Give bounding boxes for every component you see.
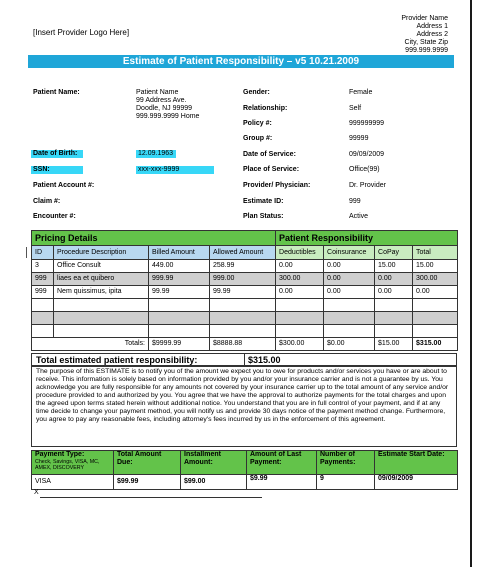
table-row [32, 273, 458, 286]
encounter-label: Encounter #: [33, 213, 76, 220]
patient-name-block [136, 89, 199, 121]
group-value: 99999 [349, 135, 369, 142]
cell-billed: 999.99 [149, 273, 210, 286]
payment-table [31, 450, 458, 490]
cell-billed: 99.99 [149, 286, 210, 299]
total-deductibles: $300.00 [276, 338, 324, 351]
provider-physician-label: Provider/ Physician: [243, 182, 311, 189]
empty-cell [54, 325, 149, 338]
cell-description: Nem quissimus, ipita [54, 286, 149, 299]
empty-cell [375, 325, 413, 338]
table-row-empty [32, 325, 458, 338]
cell-copay: 0.00 [375, 286, 413, 299]
provider-address-1: Address 1 [416, 23, 448, 30]
logo-placeholder: [Insert Provider Logo Here] [33, 28, 130, 37]
dob-label: Date of Birth: [31, 150, 83, 158]
payment-type-sub: Check, Savings, VISA, MC, AMEX, DISCOVERY [35, 459, 100, 471]
installment-amount-header: Installment Amount: [181, 451, 247, 475]
provider-address [380, 15, 448, 55]
cell-billed: 449.00 [149, 260, 210, 273]
cell-total: 15.00 [413, 260, 458, 273]
claim-label: Claim #: [33, 198, 61, 205]
estimate-start-date-header: Estimate Start Date: [375, 451, 458, 475]
cell-deductibles: 0.00 [276, 260, 324, 273]
cell-deductibles: 0.00 [276, 286, 324, 299]
policy-value: 999999999 [349, 120, 385, 127]
provider-name: Provider Name [401, 15, 448, 22]
empty-cell [210, 312, 276, 325]
provider-address-2: Address 2 [416, 31, 448, 38]
total-estimated-box [31, 353, 457, 366]
number-of-payments-header: Number of Payments: [317, 451, 375, 475]
page-edge-line [470, 0, 472, 567]
payment-type-label: Payment Type: [35, 451, 85, 458]
cell-allowed: 258.99 [210, 260, 276, 273]
empty-cell [413, 312, 458, 325]
total-allowed: $8888.88 [210, 338, 276, 351]
date-of-service-label: Date of Service: [243, 151, 296, 158]
empty-cell [32, 312, 54, 325]
relationship-label: Relationship: [243, 105, 288, 112]
empty-cell [324, 299, 375, 312]
provider-phone: 999.999.9999 [405, 47, 448, 54]
empty-cell [149, 325, 210, 338]
plan-status-label: Plan Status: [243, 213, 284, 220]
totals-row [32, 338, 458, 351]
last-payment-header: Amount of Last Payment: [247, 451, 317, 475]
empty-cell [413, 325, 458, 338]
date-of-service-value: 09/09/2009 [349, 151, 385, 158]
empty-cell [276, 299, 324, 312]
total-amount-due-header: Total Amount Due: [114, 451, 181, 475]
empty-cell [32, 299, 54, 312]
cell-coinsurance: 0.00 [324, 286, 375, 299]
empty-cell [324, 325, 375, 338]
table-row-empty [32, 299, 458, 312]
table-row [32, 286, 458, 299]
policy-label: Policy #: [243, 120, 272, 127]
place-of-service-value: Office(99) [349, 166, 380, 173]
payment-type-value: VISA [32, 475, 114, 490]
col-allowed-header: Allowed Amount [210, 246, 276, 260]
total-divider [244, 354, 245, 365]
patient-name-label: Patient Name: [33, 89, 80, 96]
provider-physician-value: Dr. Provider [349, 182, 386, 189]
total-coinsurance: $0.00 [324, 338, 375, 351]
empty-cell [32, 325, 54, 338]
cell-id: 999 [32, 273, 54, 286]
installment-amount-value: $99.00 [181, 475, 247, 490]
plan-status-value: Active [349, 213, 369, 220]
empty-cell [276, 312, 324, 325]
empty-cell [54, 299, 149, 312]
payment-values-row [32, 475, 458, 490]
total-estimated-label: Total estimated patient responsibility: [36, 355, 198, 365]
pricing-column-headers [32, 246, 458, 260]
col-coinsurance-header: Coinsurance [324, 246, 375, 260]
cell-allowed: 999.00 [210, 273, 276, 286]
gender-value: Female [349, 89, 373, 96]
cell-total: 300.00 [413, 273, 458, 286]
place-of-service-label: Place of Service: [243, 166, 300, 173]
total-copay: $15.00 [375, 338, 413, 351]
cell-coinsurance: 0.00 [324, 260, 375, 273]
total-total: $315.00 [413, 338, 458, 351]
empty-cell [375, 312, 413, 325]
margin-mark [26, 247, 27, 258]
table-row-empty [32, 312, 458, 325]
gender-label: Gender: [243, 89, 270, 96]
group-label: Group #: [243, 135, 273, 142]
empty-cell [210, 299, 276, 312]
patient-responsibility-heading: Patient Responsibility [276, 231, 458, 246]
relationship-value: Self [349, 105, 362, 112]
patient-name: Patient Name [136, 89, 179, 96]
col-description-header: Procedure Description [54, 246, 149, 260]
cell-deductibles: 300.00 [276, 273, 324, 286]
estimate-id-value: 999 [349, 198, 361, 205]
total-estimated-value: $315.00 [248, 355, 281, 365]
payment-header-row [32, 451, 458, 475]
col-id-header: ID [32, 246, 54, 260]
totals-label: Totals: [32, 338, 149, 351]
cell-description: liaes ea et quibero [54, 273, 149, 286]
payment-type-header [32, 451, 114, 475]
col-copay-header: CoPay [375, 246, 413, 260]
estimate-id-label: Estimate ID: [243, 198, 284, 205]
last-payment-value: $9.99 [247, 475, 317, 490]
patient-account-label: Patient Account #: [33, 182, 95, 189]
number-of-payments-value: 9 [317, 475, 375, 490]
disclaimer-box [31, 366, 457, 447]
empty-cell [324, 312, 375, 325]
empty-cell [375, 299, 413, 312]
col-deductibles-header: Deductibles [276, 246, 324, 260]
empty-cell [149, 299, 210, 312]
cell-copay: 0.00 [375, 273, 413, 286]
empty-cell [54, 312, 149, 325]
pricing-table [31, 230, 458, 351]
signature-line[interactable] [40, 497, 262, 498]
total-billed: $9999.99 [149, 338, 210, 351]
empty-cell [413, 299, 458, 312]
cell-copay: 15.00 [375, 260, 413, 273]
col-total-header: Total [413, 246, 458, 260]
estimate-start-date-value: 09/09/2009 [375, 475, 458, 490]
cell-total: 0.00 [413, 286, 458, 299]
ssn-label: SSN: [31, 166, 83, 174]
disclaimer-text: The purpose of this ESTIMATE is to notify you of the amount we expect you to owe for products and/or services you have or are about to receive. This information is solely based on information provided by you and/or your insurance carrier and is not a guarantee by us. You acknowledge you are fully responsible for any amounts not covered by your insurance carrier up to the total amount of any service and/or procedure provided to and authorized by you. You agree that we have the approval to authorize payments for the total charges and upon the agreed upon terms stated herein without additional notice. You understand that you are in full control of your payment, and if at any time decide to change your payment method, you will notify us and provide 30 days notice of the payment method change. Furthermore, you agree to pay any reasonable fees, including attorney's fees incurred by us in the enforcement of this agreement. [36, 368, 449, 423]
cell-allowed: 99.99 [210, 286, 276, 299]
col-billed-header: Billed Amount [149, 246, 210, 260]
provider-city: City, State Zip [404, 39, 448, 46]
pricing-section-header [32, 231, 458, 246]
patient-city: Doodle, NJ 99999 [136, 105, 193, 112]
cell-description: Office Consult [54, 260, 149, 273]
empty-cell [149, 312, 210, 325]
ssn-value: xxx-xxx-9999 [136, 166, 214, 174]
dob-value: 12.09.1963 [136, 150, 176, 158]
total-amount-due-value: $99.99 [114, 475, 181, 490]
cell-id: 999 [32, 286, 54, 299]
signature-x: X [34, 489, 39, 496]
patient-phone: 999.999.9999 Home [136, 113, 200, 120]
table-row [32, 260, 458, 273]
patient-address: 99 Address Ave. [136, 97, 187, 104]
cell-coinsurance: 0.00 [324, 273, 375, 286]
cell-id: 3 [32, 260, 54, 273]
pricing-details-heading: Pricing Details [32, 231, 276, 246]
empty-cell [210, 325, 276, 338]
document-title: Estimate of Patient Responsibility – v5 10.21.2009 [28, 55, 454, 68]
empty-cell [276, 325, 324, 338]
